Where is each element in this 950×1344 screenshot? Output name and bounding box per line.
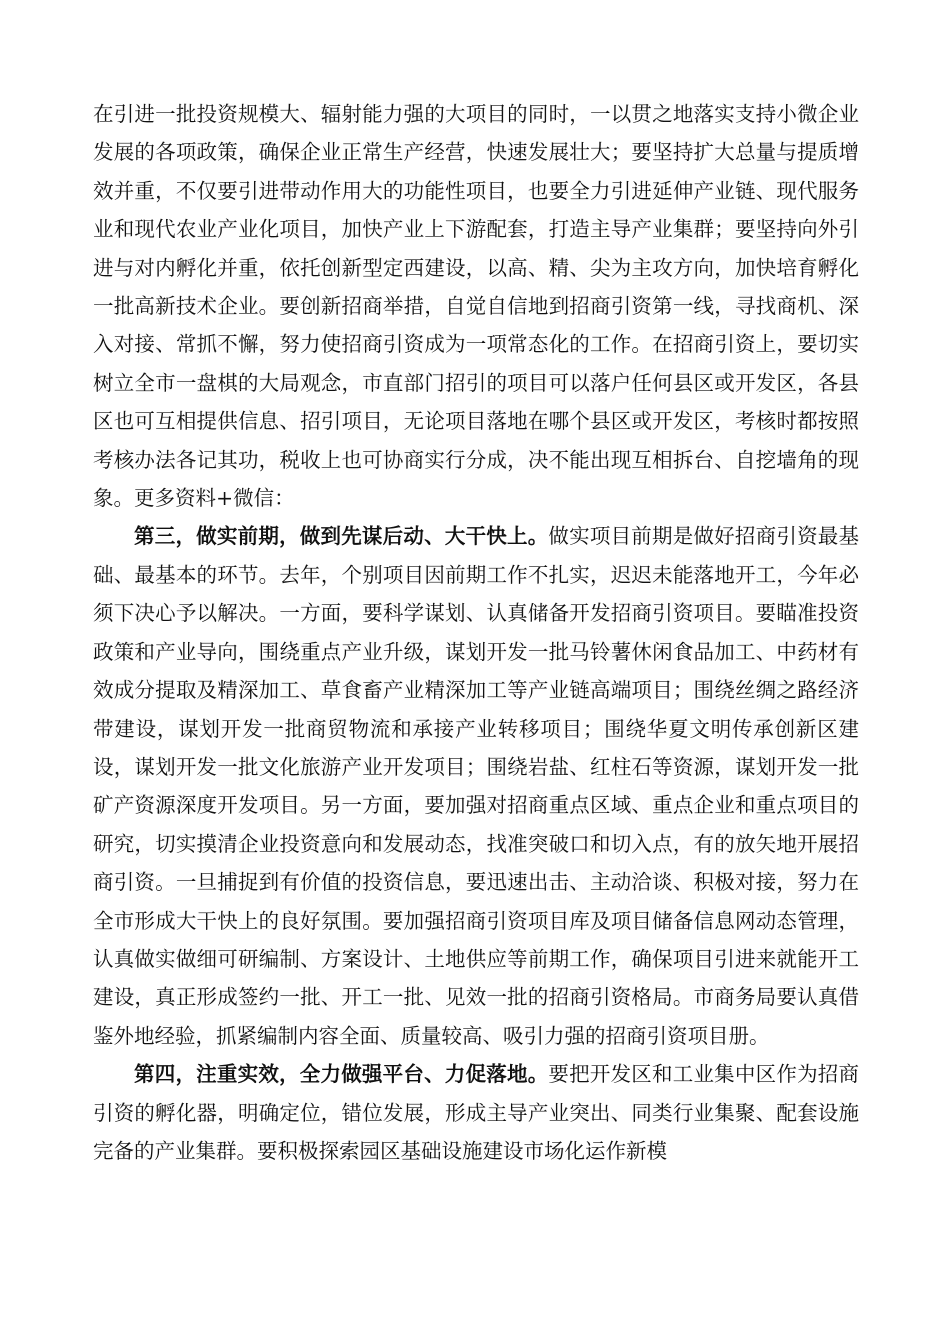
paragraph-continuation	[93, 95, 859, 517]
section-heading-four: 第四，注重实效，全力做强平台、力促落地。	[134, 1062, 549, 1087]
section-heading-three: 第三，做实前期，做到先谋后动、大干快上。	[134, 524, 549, 549]
paragraph-body: 在引进一批投资规模大、辐射能力强的大项目的同时，一以贯之地落实支持小微企业发展的各项政策，确保企业正常生产经营，快速发展壮大；要坚持扩大总量与提质增效并重，不仅要引进带动作用大的功能性项目，也要全力引进延伸产业链、现代服务业和现代农业产业化项目，加快产业上下游配套，打造主导产业集群；要坚持向外引进与对内孵化并重，依托创新型定西建设，以高、精、尖为主攻方向，加快培育孵化一批高新技术企业。要创新招商举措，自觉自信地到招商引资第一线，寻找商机、深入对接、常抓不懈，努力使招商引资成为一项常态化的工作。在招商引资上，要切实树立全市一盘棋的大局观念，市直部门招引的项目可以落户任何县区或开发区，各县区也可互相提供信息、招引项目，无论项目落地在哪个县区或开发区，考核时都按照考核办法各记其功，税收上也可协商实行分成，决不能出现互相拆台、自挖墙角的现象。更多资料+微信：	[93, 102, 859, 511]
paragraph-body: 要把开发区和工业集中区作为招商引资的孵化器，明确定位，错位发展，形成主导产业突出、同类行业集聚、配套设施完备的产业集群。要积极探索园区基础设施建设市场化运作新模	[93, 1062, 860, 1163]
paragraph-body: 做实项目前期是做好招商引资最基础、最基本的环节。去年，个别项目因前期工作不扎实，迟迟未能落地开工，今年必须下决心予以解决。一方面，要科学谋划、认真储备开发招商引资项目。要瞄准投资政策和产业导向，围绕重点产业升级，谋划开发一批马铃薯休闲食品加工、中药材有效成分提取及精深加工、草食畜产业精深加工等产业链高端项目；围绕丝绸之路经济带建设，谋划开发一批商贸物流和承接产业转移项目；围绕华夏文明传承创新区建设，谋划开发一批文化旅游产业开发项目；围绕岩盐、红柱石等资源，谋划开发一批矿产资源深度开发项目。另一方面，要加强对招商重点区域、重点企业和重点项目的研究，切实摸清企业投资意向和发展动态，找准突破口和切入点，有的放矢地开展招商引资。一旦捕捉到有价值的投资信息，要迅速出击、主动洽谈、积极对接，努力在全市形成大干快上的良好氛围。要加强招商引资项目库及项目储备信息网动态管理，认真做实做细可研编制、方案设计、土地供应等前期工作，确保项目引进来就能开工建设，真正形成签约一批、开工一批、见效一批的招商引资格局。市商务局要认真借鉴外地经验，抓紧编制内容全面、质量较高、吸引力强的招商引资项目册。	[93, 524, 860, 1048]
document-page	[93, 95, 859, 1170]
paragraph-section-four	[93, 1055, 859, 1170]
paragraph-section-three	[93, 517, 859, 1055]
